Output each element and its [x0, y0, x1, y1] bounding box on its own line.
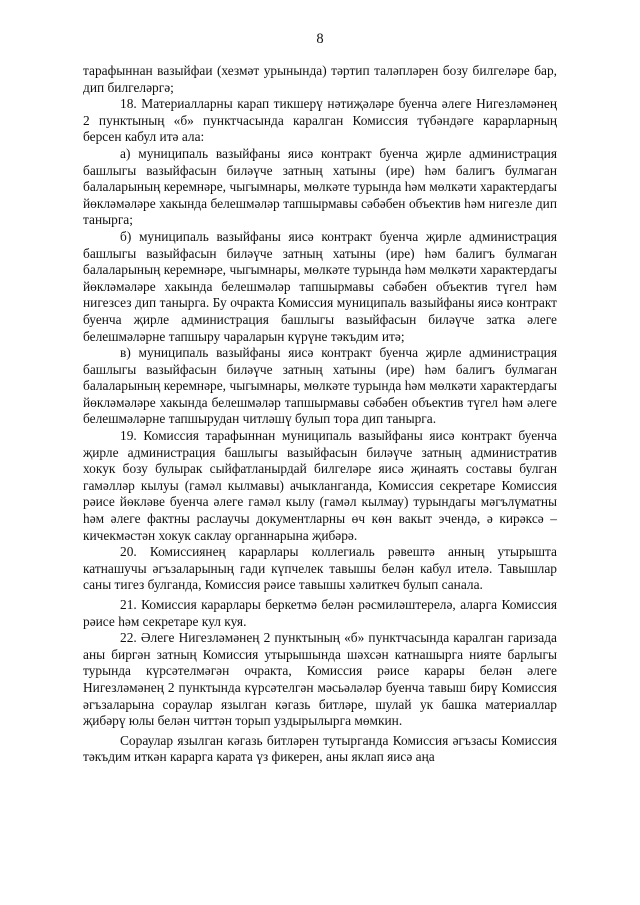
page-number: 8: [316, 31, 324, 47]
document-body: [83, 63, 557, 766]
paragraph-21: 21. Комиссия карарлары беркетмә белән рәсмиләштерелә, аларга Комиссия рәисе һәм секретаре кул куя.: [83, 597, 557, 629]
paragraph-questionnaire: Сораулар язылган кәгазь битләрен тутыргaнда Комиссия әгъзасы Комиссия тәкъдим иткән карарга карата үз фикерен, аны яклап яисә аңа: [83, 732, 557, 765]
paragraph-18-v: в) муниципаль вазыйфаны яисә контракт буенча җирле администрация башлыгы вазыйфасын биләүче затның хатыны (ире) һәм балигъ булмаган балаларының керемнәре, чыгымнары, мөлкәте турында һәм мөлкәти характердагы йөкләмәләре хакында белешмәләр тапшырмавы сәбәбен объектив түгел һәм әлеге белешмәләрне тапшырудан читләшү булып тора дип танырга.: [83, 345, 557, 427]
paragraph-19: 19. Комиссия тарафыннан муниципаль вазыйфаны яисә контракт буенча җирле администрация башлыгы вазыйфасын биләүче затның административ хокук бозу булырак сыйфатланырдай билгеләре яисә җинаять составы булган гамәлләр кылуы (гамәл кылмавы) ачыкланганда, Комиссия секретаре Комиссия рәисе йөкләве буенча әлеге гамәл кылу (гамәл кылмау) турындагы мәгълүматны һәм әлеге фактны раслаучы документларны өч көн вакыт эчендә, ә кирәксә – кичекмәстән хокук саклау органнарына җибәрә.: [83, 428, 557, 543]
paragraph-18-b: б) муниципаль вазыйфаны яисә контракт буенча җирле администрация башлыгы вазыйфасын биләүче затның хатыны (ире) һәм балигъ булмаган балаларының керемнәре, чыгымнары, мөлкәте турында һәм мөлкәти характердагы йөкләмәләре хакында белешмәләр тапшырмавы сәбәбен объектив түгел һәм нигезсез дип танырга. Бу очракта Комиссия муниципаль вазыйфаны яисә контракт буенча җирле администрация башлыгы вазыйфасын биләүче затка әлеге белешмәләрне тапшыру чараларын күрүне тәкъдим итә;: [83, 228, 557, 344]
paragraph-18-a: а) муниципаль вазыйфаны яисә контракт буенча җирле администрация башлыгы вазыйфасын биләүче затның хатыны (ире) һәм балигъ булмаган балаларының керемнәре, чыгымнары, мөлкәте турында һәм мөлкәти характердагы йөкләмәләре хакында белешмәләр тапшырмавы сәбәбен объектив һәм нигезле дип танырга;: [83, 145, 557, 228]
paragraph-22: 22. Әлеге Нигезләмәнең 2 пунктының «б» пунктчасында каралган гаризада аны биргән затның Комиссия утырышында шәхсән катнашыргa нияте барлыгы турында күрсәтелмәгән очракта, Комиссия рәисе карары белән әлеге Нигезләмәнең 2 пунктында күрсәтелгән мәсьәләләр буенча тавыш бирү Комиссия әгъзаларына сораулар язылган кәгазь битләре, шулай ук башка материаллар җибәрү юлы белән читтән торып уздырылырга мөмкин.: [83, 630, 557, 729]
paragraph-20: 20. Комиссиянең карарлары коллегиаль рәвештә анның утырышта катнашучы әгъзаларының гади күпчелек тавышы белән кабул ителә. Тавышлар саны тигез булганда, Комиссия рәисе тавышы хәлиткеч булып санала.: [83, 544, 557, 593]
paragraph-18: 18. Материалларны карап тикшерү нәтиҗәләре буенча әлеге Нигезләмәнең 2 пунктының «б» пунктчасында каралган Комиссия түбәндәге карарларның берсен кабул итә ала:: [83, 96, 557, 145]
paragraph-continuation: тарафыннан вазыйфаи (хезмәт урынында) тәртип таләпләрен бозу билгеләре бар, дип билгеләргә;: [83, 63, 557, 95]
